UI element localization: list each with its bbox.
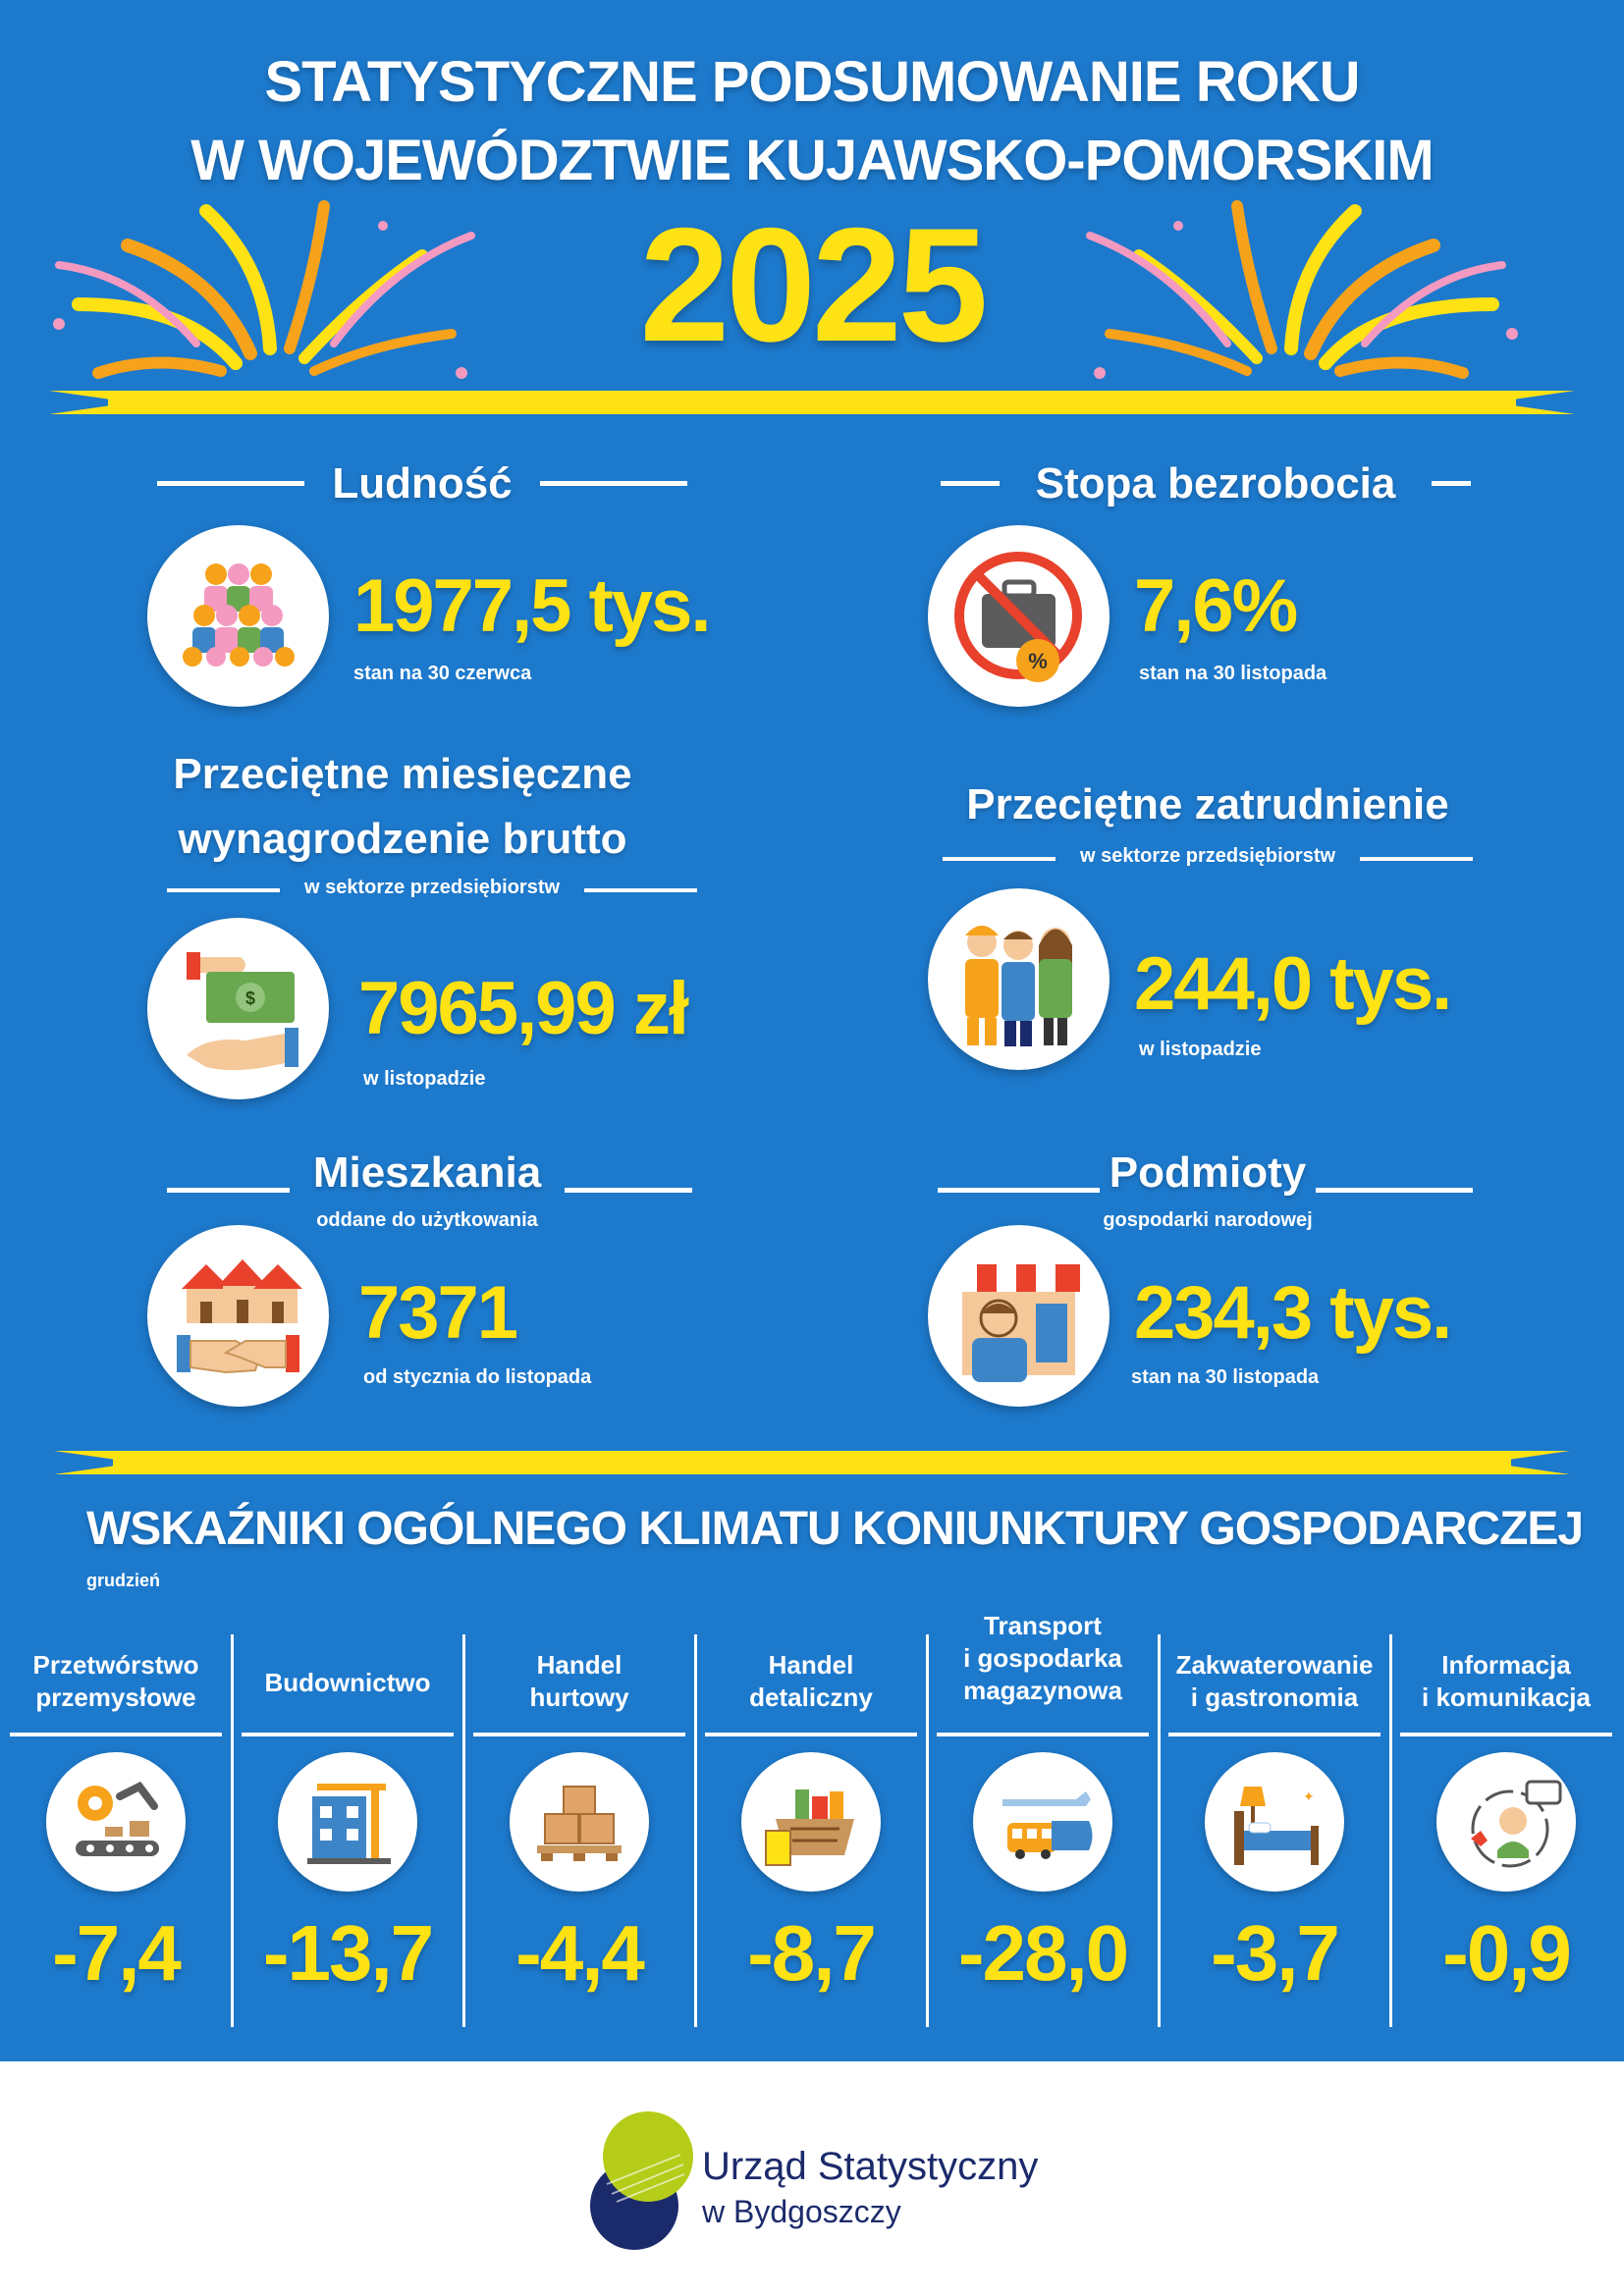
bezrobocie-note: stan na 30 listopada (1139, 663, 1327, 684)
title-line-2: W WOJEWÓDZTWIE KUJAWSKO-POMORSKIM (190, 129, 1434, 192)
divider (157, 481, 304, 486)
hotel-bed-icon (1205, 1752, 1344, 1892)
wynagrodzenie-value: 7965,99 zł (358, 967, 687, 1050)
mieszkania-subtitle: oddane do użytkowania (316, 1209, 538, 1231)
koniunktura-subtitle: grudzień (86, 1571, 160, 1590)
unemployment-icon (928, 525, 1110, 707)
podmioty-subtitle: gospodarki narodowej (1103, 1209, 1313, 1231)
divider (167, 1188, 290, 1193)
indicator-label: Transport (984, 1611, 1102, 1640)
houses-handshake-icon (147, 1225, 329, 1407)
zatrudnienie-subtitle: w sektorze przedsiębiorstw (1079, 845, 1336, 867)
indicator-value: -13,7 (262, 1909, 433, 1997)
divider (937, 1733, 1149, 1736)
ludnosc-value: 1977,5 tys. (353, 564, 710, 648)
yellow-banner-middle (54, 1433, 1570, 1492)
call-center-icon (1436, 1752, 1576, 1892)
gus-logo-icon (587, 2106, 695, 2253)
indicator-label: i komunikacja (1422, 1682, 1591, 1712)
boxes-pallet-icon (510, 1752, 649, 1892)
ludnosc-note: stan na 30 czerwca (353, 663, 532, 684)
koniunktura-title: WSKAŹNIKI OGÓLNEGO KLIMATU KONIUNKTURY GOSPODARCZEJ (86, 1503, 1584, 1555)
indicator-transport (927, 1611, 1159, 2022)
indicator-value: -4,4 (515, 1909, 643, 1997)
mieszkania-title: Mieszkania (312, 1148, 542, 1197)
divider (1400, 1733, 1612, 1736)
divider (943, 857, 1056, 861)
indicator-handel-hurtowy (463, 1620, 695, 2022)
indicator-label: Budownictwo (264, 1668, 431, 1697)
workers-icon (928, 888, 1110, 1070)
divider (705, 1733, 917, 1736)
crowd-icon (147, 525, 329, 707)
mieszkania-note: od stycznia do listopada (363, 1366, 592, 1388)
divider (540, 481, 687, 486)
divider (473, 1733, 685, 1736)
indicator-label: magazynowa (963, 1676, 1122, 1705)
indicator-value: -7,4 (52, 1909, 180, 1997)
logo-location: w Bydgoszczy (702, 2194, 901, 2229)
shopping-basket-icon (741, 1752, 881, 1892)
divider (10, 1733, 222, 1736)
indicator-zakwaterowanie (1159, 1620, 1390, 2022)
indicator-label: i gospodarka (963, 1643, 1122, 1673)
divider (565, 1188, 692, 1193)
indicator-przetworstwo (0, 1620, 232, 2022)
construction-crane-icon (278, 1752, 417, 1892)
indicator-value: -8,7 (747, 1909, 875, 1997)
indicator-label: Handel (536, 1650, 623, 1680)
zatrudnienie-title: Przeciętne zatrudnienie (966, 780, 1449, 828)
zatrudnienie-value: 244,0 tys. (1134, 942, 1451, 1026)
indicator-label: Informacja (1441, 1650, 1571, 1680)
wynagrodzenie-subtitle: w sektorze przedsiębiorstw (303, 877, 561, 898)
ludnosc-title: Ludność (332, 459, 513, 507)
indicator-label: hurtowy (529, 1682, 629, 1712)
indicator-informacja (1390, 1620, 1622, 2022)
indicator-budownictwo (232, 1620, 463, 2022)
transport-icon (973, 1752, 1112, 1892)
wynagrodzenie-title-1: Przeciętne miesięczne (173, 750, 632, 798)
indicator-label: przemysłowe (35, 1682, 196, 1712)
shop-owner-icon (928, 1225, 1110, 1407)
year: 2025 (639, 194, 985, 375)
factory-robot-icon (46, 1752, 186, 1892)
bezrobocie-value: 7,6% (1134, 564, 1297, 648)
bezrobocie-title: Stopa bezrobocia (1035, 459, 1396, 507)
indicator-handel-detaliczny (695, 1620, 927, 2022)
divider (242, 1733, 454, 1736)
divider (1432, 481, 1471, 486)
divider (584, 888, 697, 892)
wynagrodzenie-note: w listopadzie (363, 1068, 486, 1090)
podmioty-value: 234,3 tys. (1134, 1271, 1451, 1355)
wynagrodzenie-title-2: wynagrodzenie brutto (178, 815, 627, 863)
indicator-label: detaliczny (749, 1682, 873, 1712)
divider (167, 888, 280, 892)
podmioty-title: Podmioty (1109, 1148, 1307, 1197)
indicator-label: Handel (768, 1650, 854, 1680)
svg-text:✦: ✦ (1303, 1789, 1315, 1805)
title-line-1: STATYSTYCZNE PODSUMOWANIE ROKU (264, 50, 1360, 114)
indicator-label: i gastronomia (1190, 1682, 1359, 1712)
salary-money-hand-icon (147, 918, 329, 1099)
indicator-value: -3,7 (1211, 1909, 1338, 1997)
indicator-value: -28,0 (957, 1909, 1128, 1997)
yellow-banner-top (49, 373, 1575, 432)
mieszkania-value: 7371 (358, 1271, 517, 1355)
zatrudnienie-note: w listopadzie (1139, 1039, 1262, 1060)
divider (1360, 857, 1473, 861)
podmioty-note: stan na 30 listopada (1131, 1366, 1320, 1388)
indicator-label: Przetwórstwo (32, 1650, 199, 1680)
indicator-label: Zakwaterowanie (1175, 1650, 1374, 1680)
indicator-value: -0,9 (1442, 1909, 1570, 1997)
svg-text:%: % (1028, 649, 1048, 673)
divider (1168, 1733, 1380, 1736)
logo-name: Urząd Statystyczny (702, 2145, 1039, 2188)
svg-text:$: $ (244, 988, 256, 1008)
divider (941, 481, 1000, 486)
divider (938, 1188, 1100, 1193)
divider (1316, 1188, 1473, 1193)
